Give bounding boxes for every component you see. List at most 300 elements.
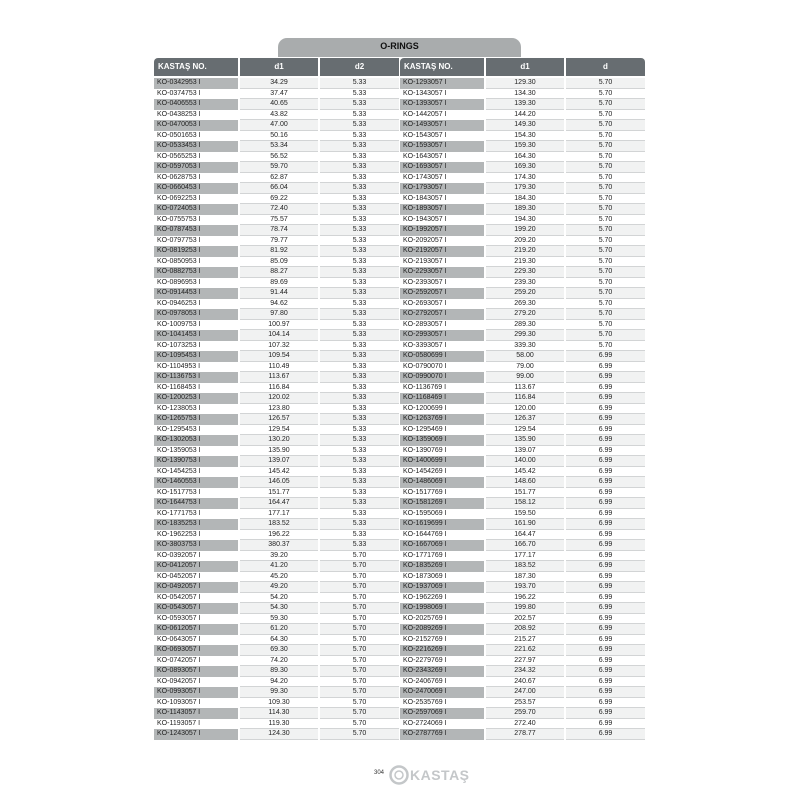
part-number-cell: KO-1493057 I <box>400 120 484 131</box>
part-number-cell: KO-1393057 I <box>400 99 484 110</box>
table-row <box>154 120 401 131</box>
table-row <box>400 519 647 530</box>
table-row <box>400 141 647 152</box>
d2-cell: 6.99 <box>566 635 645 646</box>
table-row <box>154 404 401 415</box>
d1-cell: 183.52 <box>240 519 318 530</box>
part-number-cell: KO-1343057 I <box>403 89 447 97</box>
table-row <box>400 582 647 593</box>
d2-cell: 5.33 <box>320 99 399 110</box>
d2-cell: 5.33 <box>320 89 399 100</box>
d2-cell: 6.99 <box>566 624 645 635</box>
part-number-cell: KO-1073253 I <box>157 341 201 349</box>
part-number-cell: KO-2787769 I <box>400 729 484 740</box>
d2-cell: 5.33 <box>320 351 399 362</box>
d1-cell: 120.00 <box>486 404 564 415</box>
part-number-cell: KO-0819253 I <box>154 246 238 257</box>
d2-cell: 5.33 <box>320 194 399 205</box>
part-number-cell: KO-1136753 I <box>154 372 238 383</box>
table-row <box>154 246 401 257</box>
d2-cell: 5.33 <box>320 446 399 457</box>
table-row <box>154 425 401 436</box>
d1-cell: 184.30 <box>486 194 564 205</box>
d1-cell: 139.30 <box>486 99 564 110</box>
d2-cell: 5.33 <box>320 435 399 446</box>
d2-cell: 6.99 <box>566 446 645 457</box>
part-number-cell: KO-1581269 I <box>400 498 484 509</box>
d2-cell: 5.70 <box>566 309 645 320</box>
table-row <box>154 110 401 121</box>
d1-cell: 149.30 <box>486 120 564 131</box>
part-number-cell: KO-0565253 I <box>157 152 201 160</box>
d1-cell: 72.40 <box>240 204 318 215</box>
table-row <box>154 666 401 677</box>
part-number-cell: KO-1460553 I <box>154 477 238 488</box>
table-row <box>400 624 647 635</box>
left-table-header <box>154 58 401 76</box>
table-row <box>154 288 401 299</box>
table-row <box>154 299 401 310</box>
table-row <box>400 719 647 730</box>
table-row <box>400 572 647 583</box>
d2-cell: 6.99 <box>566 456 645 467</box>
d2-cell: 6.99 <box>566 719 645 730</box>
table-row <box>154 614 401 625</box>
d2-cell: 6.99 <box>566 393 645 404</box>
table-row <box>400 278 647 289</box>
d1-cell: 130.20 <box>240 435 318 446</box>
d1-cell: 126.57 <box>240 414 318 425</box>
header-kastas-no: KASTAŞ NO. <box>154 58 238 76</box>
table-row <box>154 677 401 688</box>
table-row <box>400 635 647 646</box>
d1-cell: 89.69 <box>240 278 318 289</box>
part-number-cell: KO-1771753 I <box>157 509 201 517</box>
part-number-cell: KO-0643057 I <box>157 635 201 643</box>
d2-cell: 5.70 <box>566 131 645 142</box>
d1-cell: 215.27 <box>486 635 564 646</box>
part-number-cell: KO-1962253 I <box>157 530 201 538</box>
d1-cell: 124.30 <box>240 729 318 740</box>
d1-cell: 85.09 <box>240 257 318 268</box>
part-number-cell: KO-1295469 I <box>403 425 447 433</box>
d1-cell: 91.44 <box>240 288 318 299</box>
part-number-cell: KO-1041453 I <box>154 330 238 341</box>
d1-cell: 380.37 <box>240 540 318 551</box>
d1-cell: 109.30 <box>240 698 318 709</box>
table-row <box>400 173 647 184</box>
d1-cell: 169.30 <box>486 162 564 173</box>
d1-cell: 239.30 <box>486 278 564 289</box>
d1-cell: 272.40 <box>486 719 564 730</box>
table-row <box>154 99 401 110</box>
d2-cell: 5.33 <box>320 278 399 289</box>
d1-cell: 129.54 <box>240 425 318 436</box>
part-number-cell: KO-1644753 I <box>154 498 238 509</box>
d2-cell: 5.33 <box>320 341 399 352</box>
part-number-cell: KO-1243057 I <box>154 729 238 740</box>
d2-cell: 5.70 <box>566 278 645 289</box>
d2-cell: 5.70 <box>566 183 645 194</box>
d2-cell: 5.33 <box>320 425 399 436</box>
left-table-body <box>154 78 401 740</box>
d1-cell: 151.77 <box>486 488 564 499</box>
d2-cell: 5.70 <box>566 225 645 236</box>
table-row <box>154 635 401 646</box>
d1-cell: 140.00 <box>486 456 564 467</box>
d2-cell: 6.99 <box>566 530 645 541</box>
part-number-cell: KO-1263769 I <box>400 414 484 425</box>
d2-cell: 6.99 <box>566 467 645 478</box>
table-row <box>400 162 647 173</box>
part-number-cell: KO-2597069 I <box>400 708 484 719</box>
d1-cell: 234.32 <box>486 666 564 677</box>
part-number-cell: KO-0452057 I <box>157 572 201 580</box>
table-row <box>154 78 401 89</box>
part-number-cell: KO-2216269 I <box>400 645 484 656</box>
d1-cell: 39.20 <box>240 551 318 562</box>
d1-cell: 113.67 <box>240 372 318 383</box>
header-kastas-no: KASTAŞ NO. <box>400 58 484 76</box>
d1-cell: 45.20 <box>240 572 318 583</box>
d2-cell: 5.33 <box>320 498 399 509</box>
part-number-cell: KO-0543057 I <box>154 603 238 614</box>
d1-cell: 164.30 <box>486 152 564 163</box>
d2-cell: 5.70 <box>566 152 645 163</box>
table-row <box>154 330 401 341</box>
part-number-cell: KO-1093057 I <box>157 698 201 706</box>
d1-cell: 189.30 <box>486 204 564 215</box>
part-number-cell: KO-2193057 I <box>403 257 447 265</box>
d1-cell: 247.00 <box>486 687 564 698</box>
d2-cell: 5.33 <box>320 362 399 373</box>
table-row <box>154 498 401 509</box>
part-number-cell: KO-0612057 I <box>154 624 238 635</box>
d1-cell: 146.05 <box>240 477 318 488</box>
d1-cell: 129.30 <box>486 78 564 89</box>
part-number-cell: KO-0896953 I <box>157 278 201 286</box>
d1-cell: 161.90 <box>486 519 564 530</box>
d1-cell: 120.02 <box>240 393 318 404</box>
table-row <box>154 645 401 656</box>
right-table-body <box>400 78 647 740</box>
part-number-cell: KO-1643057 I <box>403 152 447 160</box>
d2-cell: 6.99 <box>566 572 645 583</box>
table-row <box>154 341 401 352</box>
part-number-cell: KO-1486069 I <box>400 477 484 488</box>
table-title: O-RINGS <box>278 38 521 57</box>
right-table-header <box>400 58 647 76</box>
d2-cell: 6.99 <box>566 509 645 520</box>
part-number-cell: KO-1295453 I <box>157 425 201 433</box>
d1-cell: 164.47 <box>240 498 318 509</box>
part-number-cell: KO-1873069 I <box>403 572 447 580</box>
d1-cell: 54.30 <box>240 603 318 614</box>
d2-cell: 5.33 <box>320 456 399 467</box>
d1-cell: 49.20 <box>240 582 318 593</box>
d2-cell: 5.70 <box>566 204 645 215</box>
part-number-cell: KO-1943057 I <box>403 215 447 223</box>
d2-cell: 5.70 <box>320 698 399 709</box>
d2-cell: 5.70 <box>320 729 399 740</box>
part-number-cell: KO-0993057 I <box>154 687 238 698</box>
d1-cell: 154.30 <box>486 131 564 142</box>
table-row <box>154 446 401 457</box>
d2-cell: 5.33 <box>320 141 399 152</box>
table-row <box>400 687 647 698</box>
brand-logo <box>389 764 470 786</box>
d2-cell: 5.70 <box>320 719 399 730</box>
right-table <box>400 58 647 740</box>
d2-cell: 5.70 <box>566 288 645 299</box>
d2-cell: 5.33 <box>320 477 399 488</box>
d1-cell: 116.84 <box>240 383 318 394</box>
d2-cell: 5.70 <box>566 173 645 184</box>
table-row <box>400 362 647 373</box>
d1-cell: 259.20 <box>486 288 564 299</box>
d2-cell: 5.33 <box>320 215 399 226</box>
part-number-cell: KO-1517769 I <box>403 488 447 496</box>
part-number-cell: KO-1104953 I <box>157 362 201 370</box>
d1-cell: 66.04 <box>240 183 318 194</box>
d2-cell: 6.99 <box>566 414 645 425</box>
d2-cell: 6.99 <box>566 687 645 698</box>
left-table <box>154 58 401 740</box>
part-number-cell: KO-2025769 I <box>403 614 447 622</box>
d1-cell: 227.97 <box>486 656 564 667</box>
d1-cell: 89.30 <box>240 666 318 677</box>
d1-cell: 253.57 <box>486 698 564 709</box>
d1-cell: 78.74 <box>240 225 318 236</box>
d1-cell: 40.65 <box>240 99 318 110</box>
table-row <box>400 656 647 667</box>
d2-cell: 5.70 <box>320 645 399 656</box>
d2-cell: 5.33 <box>320 183 399 194</box>
d1-cell: 88.27 <box>240 267 318 278</box>
d2-cell: 6.99 <box>566 351 645 362</box>
part-number-cell: KO-1136769 I <box>403 383 447 391</box>
d1-cell: 139.07 <box>240 456 318 467</box>
d2-cell: 5.70 <box>320 624 399 635</box>
d2-cell: 6.99 <box>566 372 645 383</box>
table-row <box>400 645 647 656</box>
d2-cell: 5.70 <box>320 551 399 562</box>
part-number-cell: KO-0942057 I <box>157 677 201 685</box>
d1-cell: 289.30 <box>486 320 564 331</box>
d2-cell: 5.33 <box>320 131 399 142</box>
part-number-cell: KO-1009753 I <box>157 320 201 328</box>
d2-cell: 5.33 <box>320 404 399 415</box>
d1-cell: 62.87 <box>240 173 318 184</box>
d2-cell: 5.33 <box>320 299 399 310</box>
d1-cell: 193.70 <box>486 582 564 593</box>
header-d2: d2 <box>320 58 399 76</box>
d1-cell: 187.30 <box>486 572 564 583</box>
d1-cell: 229.30 <box>486 267 564 278</box>
part-number-cell: KO-1595069 I <box>403 509 447 517</box>
d2-cell: 6.99 <box>566 540 645 551</box>
table-row <box>154 225 401 236</box>
d1-cell: 119.30 <box>240 719 318 730</box>
table-row <box>400 677 647 688</box>
d1-cell: 299.30 <box>486 330 564 341</box>
d2-cell: 5.33 <box>320 330 399 341</box>
d2-cell: 6.99 <box>566 383 645 394</box>
part-number-cell: KO-0406553 I <box>154 99 238 110</box>
table-row <box>154 698 401 709</box>
d1-cell: 50.16 <box>240 131 318 142</box>
d1-cell: 159.30 <box>486 141 564 152</box>
table-row <box>154 540 401 551</box>
table-row <box>154 362 401 373</box>
table-row <box>400 246 647 257</box>
d1-cell: 123.80 <box>240 404 318 415</box>
part-number-cell: KO-0742057 I <box>157 656 201 664</box>
part-number-cell: KO-1667069 I <box>400 540 484 551</box>
d2-cell: 5.33 <box>320 383 399 394</box>
d1-cell: 94.20 <box>240 677 318 688</box>
table-row <box>154 519 401 530</box>
part-number-cell: KO-0580699 I <box>400 351 484 362</box>
d1-cell: 177.17 <box>240 509 318 520</box>
part-number-cell: KO-0882753 I <box>154 267 238 278</box>
d2-cell: 6.99 <box>566 666 645 677</box>
d2-cell: 5.33 <box>320 225 399 236</box>
table-row <box>400 614 647 625</box>
d1-cell: 37.47 <box>240 89 318 100</box>
part-number-cell: KO-2406769 I <box>403 677 447 685</box>
d2-cell: 5.33 <box>320 267 399 278</box>
d2-cell: 5.33 <box>320 509 399 520</box>
part-number-cell: KO-1359053 I <box>157 446 201 454</box>
d1-cell: 64.30 <box>240 635 318 646</box>
d2-cell: 5.70 <box>566 110 645 121</box>
part-number-cell: KO-0797753 I <box>157 236 201 244</box>
table-row <box>154 572 401 583</box>
table-row <box>400 698 647 709</box>
table-row <box>154 477 401 488</box>
d1-cell: 259.70 <box>486 708 564 719</box>
table-row <box>154 278 401 289</box>
part-number-cell: KO-1743057 I <box>403 173 447 181</box>
part-number-cell: KO-3393057 I <box>403 341 447 349</box>
d2-cell: 5.33 <box>320 246 399 257</box>
part-number-cell: KO-2724069 I <box>403 719 447 727</box>
part-number-cell: KO-0392057 I <box>157 551 201 559</box>
d1-cell: 97.80 <box>240 309 318 320</box>
d1-cell: 139.07 <box>486 446 564 457</box>
table-row <box>154 383 401 394</box>
d1-cell: 179.30 <box>486 183 564 194</box>
d2-cell: 5.33 <box>320 152 399 163</box>
table-row <box>154 204 401 215</box>
d1-cell: 174.30 <box>486 173 564 184</box>
d1-cell: 219.20 <box>486 246 564 257</box>
part-number-cell: KO-1168469 I <box>400 393 484 404</box>
part-number-cell: KO-1543057 I <box>403 131 447 139</box>
table-row <box>154 456 401 467</box>
d2-cell: 5.33 <box>320 257 399 268</box>
d2-cell: 6.99 <box>566 498 645 509</box>
part-number-cell: KO-0850953 I <box>157 257 201 265</box>
d1-cell: 59.70 <box>240 162 318 173</box>
table-row <box>154 561 401 572</box>
part-number-cell: KO-2993057 I <box>400 330 484 341</box>
d2-cell: 5.33 <box>320 488 399 499</box>
d2-cell: 5.70 <box>320 666 399 677</box>
d1-cell: 199.80 <box>486 603 564 614</box>
table-row <box>400 435 647 446</box>
d1-cell: 110.49 <box>240 362 318 373</box>
table-row <box>154 162 401 173</box>
table-row <box>400 120 647 131</box>
d2-cell: 5.70 <box>566 341 645 352</box>
table-row <box>154 372 401 383</box>
d2-cell: 5.70 <box>320 603 399 614</box>
part-number-cell: KO-2535769 I <box>403 698 447 706</box>
table-row <box>400 288 647 299</box>
d1-cell: 221.62 <box>486 645 564 656</box>
part-number-cell: KO-0946253 I <box>157 299 201 307</box>
d2-cell: 5.70 <box>320 582 399 593</box>
d1-cell: 278.77 <box>486 729 564 740</box>
part-number-cell: KO-1302053 I <box>154 435 238 446</box>
table-row <box>154 131 401 142</box>
d2-cell: 5.70 <box>320 614 399 625</box>
table-row <box>154 141 401 152</box>
part-number-cell: KO-0914453 I <box>154 288 238 299</box>
table-row <box>400 110 647 121</box>
d1-cell: 43.82 <box>240 110 318 121</box>
part-number-cell: KO-2092057 I <box>403 236 447 244</box>
table-row <box>154 488 401 499</box>
part-number-cell: KO-0787453 I <box>154 225 238 236</box>
d2-cell: 5.70 <box>320 708 399 719</box>
part-number-cell: KO-1200253 I <box>154 393 238 404</box>
table-row <box>154 719 401 730</box>
table-row <box>400 603 647 614</box>
table-row <box>154 708 401 719</box>
d2-cell: 5.70 <box>566 330 645 341</box>
part-number-cell: KO-2592057 I <box>400 288 484 299</box>
d2-cell: 6.99 <box>566 729 645 740</box>
part-number-cell: KO-2393057 I <box>403 278 447 286</box>
part-number-cell: KO-0692253 I <box>157 194 201 202</box>
part-number-cell: KO-1644769 I <box>403 530 447 538</box>
table-row <box>400 78 647 89</box>
d1-cell: 196.22 <box>240 530 318 541</box>
d1-cell: 34.29 <box>240 78 318 89</box>
table-row <box>154 435 401 446</box>
table-row <box>154 236 401 247</box>
header-d: d <box>566 58 645 76</box>
d2-cell: 5.70 <box>566 236 645 247</box>
part-number-cell: KO-1238053 I <box>157 404 201 412</box>
part-number-cell: KO-2343269 I <box>400 666 484 677</box>
table-row <box>154 89 401 100</box>
part-number-cell: KO-0501653 I <box>157 131 201 139</box>
table-row <box>400 372 647 383</box>
table-row <box>154 509 401 520</box>
table-row <box>400 236 647 247</box>
d2-cell: 5.70 <box>320 572 399 583</box>
part-number-cell: KO-0978053 I <box>154 309 238 320</box>
d1-cell: 79.00 <box>486 362 564 373</box>
table-row <box>400 467 647 478</box>
part-number-cell: KO-1619699 I <box>400 519 484 530</box>
d2-cell: 6.99 <box>566 435 645 446</box>
table-row <box>154 309 401 320</box>
